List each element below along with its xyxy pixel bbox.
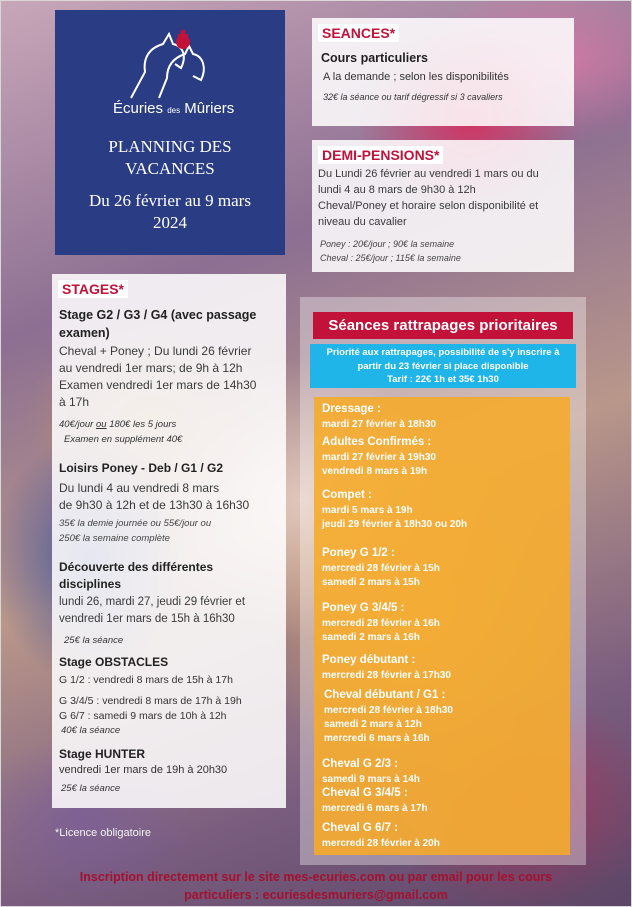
stage-obstacles-price: 40€ la séance [61,725,121,736]
rattrapage-value: vendredi 8 mars à 19h [322,466,428,477]
note-line: Tarif : 22€ 1h et 35€ 1h30 [387,374,499,385]
stage-g2g3g4-heading [59,306,256,342]
demi-pensions-line: niveau du cavalier [318,216,407,228]
demi-pensions-text [318,166,539,230]
stage-decouverte-heading [59,559,213,593]
rattrapage-value: samedi 2 mars à 15h [322,577,420,588]
rattrapage-label: Cheval G 2/3 : [322,758,399,770]
footer-line1: Inscription directement sur le site mes-ecuries.com ou par email pour les cours [79,870,553,884]
rattrapages-title: Séances rattrapages prioritaires [313,312,573,339]
stage-obstacles-line: G 6/7 : samedi 9 mars de 10h à 12h [59,710,227,722]
rattrapage-label: Cheval G 6/7 : [322,822,399,834]
stage-heading-line: examen) [59,326,110,340]
price-or: ou [95,419,107,430]
demi-pensions-line: Du Lundi 26 février au vendredi 1 mars ou du [318,168,539,180]
stage-obstacles-line: G 3/4/5 : vendredi 8 mars de 17h à 19h [59,695,242,707]
planning-dates [55,190,285,234]
demi-pensions-title: DEMI-PENSIONS* [318,146,443,164]
rattrapage-value: samedi 2 mars à 12h [324,719,422,730]
footer [0,868,632,904]
planning-dates-line2: 2024 [153,213,187,232]
rattrapage-label: Adultes Confirmés : [322,436,432,448]
brand-main: Écuries [113,100,164,117]
stage-g2g3g4-exam-price: Examen en supplément 40€ [64,434,183,445]
seances-line: A la demande ; selon les disponibilités [323,71,509,83]
stage-decouverte-text [59,594,245,628]
stage-hunter-heading: Stage HUNTER [59,747,146,761]
planning-title-line2: VACANCES [125,159,215,178]
footer-line2: particuliers : ecuriesdesmuriers@gmail.com [184,888,448,902]
planning-title-line1: PLANNING DES [108,137,232,156]
stage-line: Examen vendredi 1er mars de 14h30 [59,378,257,392]
stage-obstacles-lines [59,694,242,724]
stage-loisirs-prices [59,516,211,546]
stage-heading-line: Découverte des différentes [59,560,214,574]
rattrapage-value: mardi 27 février à 19h30 [322,452,436,463]
rattrapage-value: mercredi 28 février à 16h [322,618,440,629]
seances-panel [312,18,574,126]
rattrapages-list [314,397,570,855]
demi-pensions-panel [312,140,574,272]
rattrapages-note [310,344,576,388]
stage-hunter-price: 25€ la séance [61,783,121,794]
note-line: Priorité aux rattrapages, possibilité de s'y inscrire à [326,347,560,358]
stage-decouverte-price: 25€ la séance [64,635,124,646]
stage-line: vendredi 1er mars de 15h à 16h30 [59,613,235,625]
demi-pensions-line: Cheval/Poney et horaire selon disponibilité et [318,200,539,212]
stage-loisirs-heading: Loisirs Poney - Deb / G1 / G2 [59,461,224,475]
brand-name [113,100,234,117]
stage-obstacles-heading: Stage OBSTACLES [59,655,169,669]
rattrapage-label: Dressage : [322,403,381,415]
stage-g2g3g4-price [59,419,176,430]
rattrapage-value: mercredi 28 février à 17h30 [322,670,451,681]
demi-pensions-prices [320,237,461,265]
rattrapage-value: samedi 9 mars à 14h [322,774,420,785]
rattrapage-label: Poney G 1/2 : [322,547,395,559]
rattrapages-panel [300,297,586,865]
rattrapage-label: Cheval débutant / G1 : [324,689,446,701]
demi-pensions-price: Cheval : 25€/jour ; 115€ la semaine [320,253,461,263]
brand-small: des [167,106,181,115]
stage-line: lundi 26, mardi 27, jeudi 29 février et [59,596,246,608]
stage-line: de 9h30 à 12h et de 13h30 à 16h30 [59,498,250,512]
rattrapage-value: mardi 27 février à 18h30 [322,419,436,430]
stage-g2g3g4-text [59,343,256,411]
demi-pensions-line: lundi 4 au 8 mars de 9h30 à 12h [318,184,476,196]
note-line: partir du 23 février si place disponible [357,360,529,372]
rattrapage-label: Cheval G 3/4/5 : [322,787,408,799]
seances-price: 32€ la séance ou tarif dégressif si 3 cavaliers [323,92,503,102]
rattrapage-label: Compet : [322,489,372,501]
stages-title: STAGES* [58,280,128,298]
rattrapage-value: mercredi 6 mars à 17h [322,803,428,814]
stage-heading-line: disciplines [59,577,122,591]
rattrapage-value: jeudi 29 février à 18h30 ou 20h [322,519,468,530]
stage-line: Cheval + Poney ; Du lundi 26 février [59,344,252,358]
stage-obstacles-line: G 1/2 : vendredi 8 mars de 15h à 17h [59,674,233,686]
licence-note: *Licence obligatoire [55,827,152,839]
price-part: 180€ les 5 jours [106,419,177,430]
stage-line: au vendredi 1er mars; de 9h à 12h [59,361,243,375]
price-line: 35€ la demie journée ou 55€/jour ou [59,518,212,529]
horse-logo-icon [123,28,218,103]
stage-line: à 17h [59,395,90,409]
stages-panel [52,274,286,808]
stage-hunter-line: vendredi 1er mars de 19h à 20h30 [59,764,228,776]
rattrapage-label: Poney G 3/4/5 : [322,602,405,614]
stage-line: Du lundi 4 au vendredi 8 mars [59,481,220,495]
rattrapage-value: samedi 2 mars à 16h [322,632,420,643]
stage-heading-line: Stage G2 / G3 / G4 (avec passage [59,308,257,322]
seances-heading: Cours particuliers [321,51,428,65]
rattrapage-value: mercredi 6 mars à 16h [324,733,430,744]
rattrapage-value: mercredi 28 février à 18h30 [324,705,453,716]
brand-end: Mûriers [184,100,235,117]
rattrapage-value: mercredi 28 février à 15h [322,563,440,574]
stage-loisirs-text [59,480,249,514]
planning-title [55,136,285,180]
planning-dates-line1: Du 26 février au 9 mars [89,191,251,210]
price-part: 40€/jour [59,419,96,430]
rattrapage-value: mardi 5 mars à 19h [322,505,413,516]
rattrapage-label: Poney débutant : [322,654,416,666]
rattrapage-value: mercredi 28 février à 20h [322,838,440,849]
price-line: 250€ la semaine complète [59,533,170,544]
seances-title: SEANCES* [318,24,399,42]
demi-pensions-price: Poney : 20€/jour ; 90€ la semaine [320,239,455,249]
header-box [55,10,285,255]
